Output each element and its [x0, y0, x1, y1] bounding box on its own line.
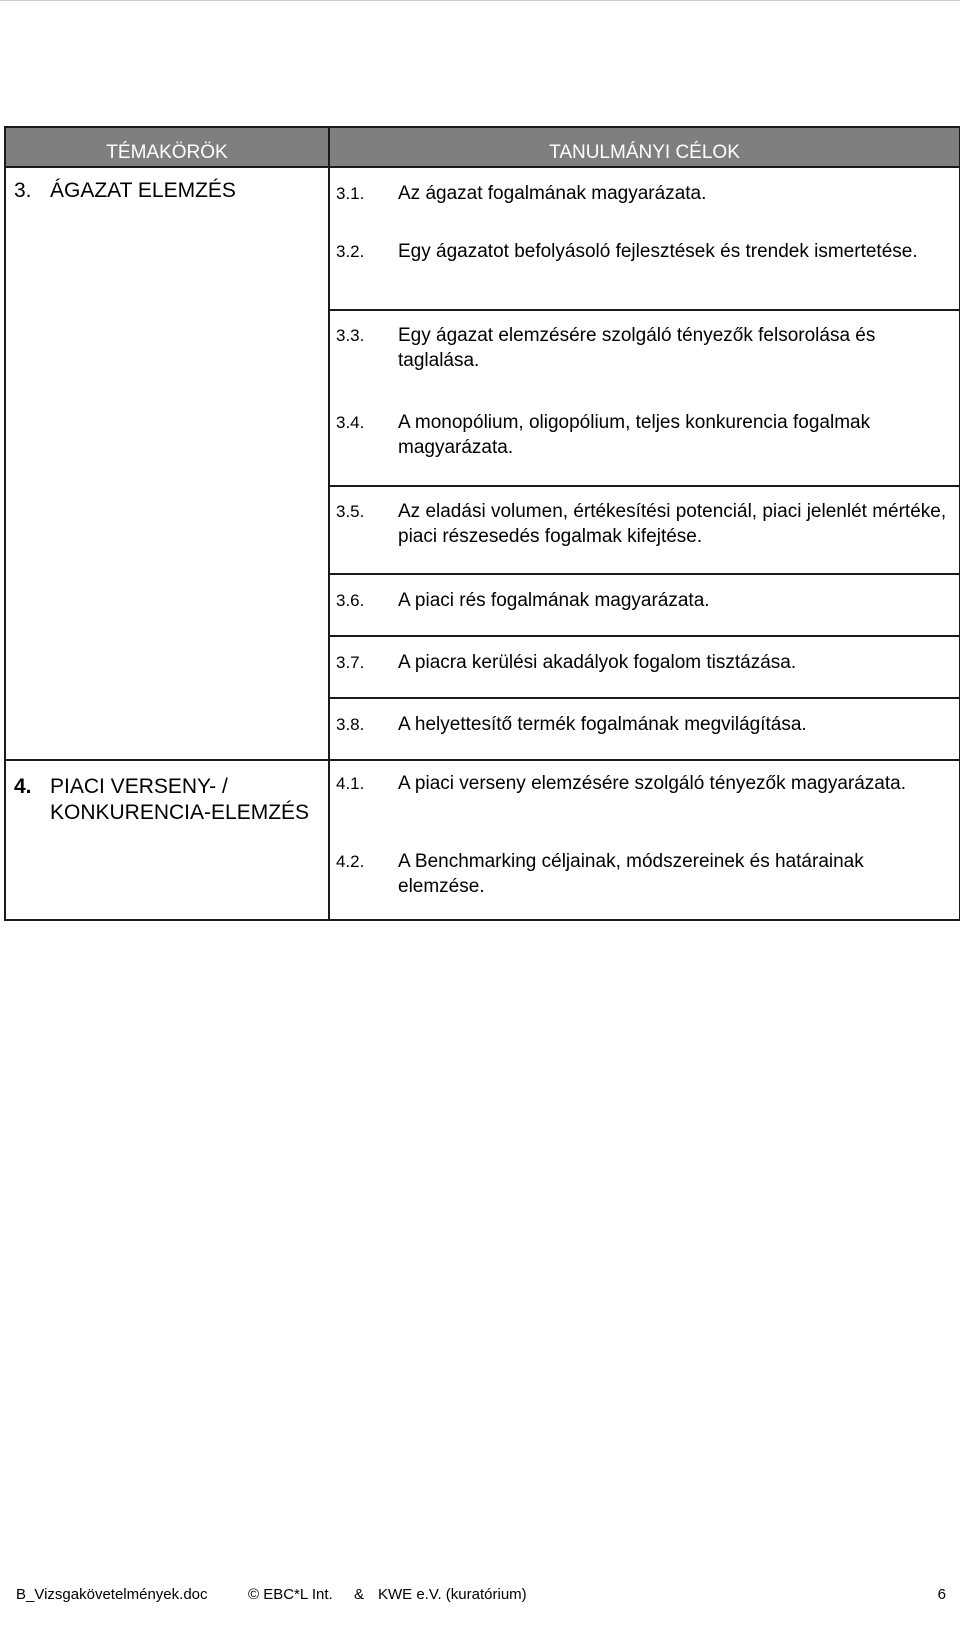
footer-partner: KWE e.V. (kuratórium)	[378, 1586, 527, 1603]
topic-3	[6, 168, 328, 204]
footer-copyright: © EBC*L Int.	[248, 1586, 333, 1603]
header-topics: TÉMAKÖRÖK	[5, 127, 329, 167]
section-row-3	[5, 167, 960, 760]
goals-cell-3	[329, 167, 960, 760]
goal-text: A Benchmarking céljainak, módszereinek és határainak elemzése.	[398, 851, 864, 897]
goal-item-3-8	[330, 699, 959, 759]
goal-number: 3.3.	[336, 326, 365, 345]
goal-text: Az eladási volumen, értékesítési potenciál, piaci jelenlét mértéke, piaci részesedés fogalmak kifejtése.	[398, 501, 947, 547]
goal-item-3-4	[330, 397, 959, 487]
topic-4	[6, 761, 328, 826]
topic-cell-3	[5, 167, 329, 760]
goal-item-4-1	[330, 761, 959, 849]
goal-number: 3.7.	[336, 653, 365, 672]
goal-item-3-7	[330, 637, 959, 699]
goal-number: 3.6.	[336, 591, 365, 610]
goal-text: Egy ágazatot befolyásoló fejlesztések és trendek ismertetése.	[398, 241, 918, 262]
goal-number: 3.1.	[336, 184, 365, 203]
section-row-4	[5, 760, 960, 920]
footer-filename: B_Vizsgakövetelmények.doc	[16, 1586, 208, 1603]
goal-item-3-2	[330, 225, 959, 311]
goal-number: 3.4.	[336, 413, 365, 432]
footer-ampersand: &	[354, 1586, 365, 1603]
page-number: 6	[937, 1586, 946, 1603]
goal-text: Az ágazat fogalmának magyarázata.	[398, 183, 707, 204]
goal-item-3-1	[330, 168, 959, 225]
page-footer	[16, 1586, 946, 1608]
goal-number: 3.2.	[336, 242, 365, 261]
topic-number: 3.	[14, 179, 32, 202]
topic-title: ÁGAZAT ELEMZÉS	[50, 179, 236, 202]
goal-number: 4.1.	[336, 774, 365, 793]
goal-number: 3.8.	[336, 715, 365, 734]
topic-number: 4.	[14, 775, 32, 798]
goals-cell-4	[329, 760, 960, 920]
table-header-row	[5, 127, 960, 167]
goal-text: A helyettesítő termék fogalmának megvilágítása.	[398, 714, 807, 735]
goal-item-3-6	[330, 575, 959, 637]
goal-text: A piaci rés fogalmának magyarázata.	[398, 590, 710, 611]
header-goals: TANULMÁNYI CÉLOK	[329, 127, 960, 167]
goal-item-4-2	[330, 849, 959, 919]
goal-number: 3.5.	[336, 502, 365, 521]
syllabus-table	[4, 126, 960, 921]
goal-item-3-5	[330, 487, 959, 575]
goal-text: Egy ágazat elemzésére szolgáló tényezők felsorolása és taglalása.	[398, 325, 876, 371]
goal-text: A piacra kerülési akadályok fogalom tisztázása.	[398, 652, 797, 673]
top-rule	[0, 0, 960, 1]
goal-item-3-3	[330, 311, 959, 397]
topic-title: PIACI VERSENY- / KONKURENCIA-ELEMZÉS	[50, 775, 310, 824]
topic-cell-4	[5, 760, 329, 920]
goal-text: A monopólium, oligopólium, teljes konkurencia fogalmak magyarázata.	[398, 412, 871, 458]
goal-number: 4.2.	[336, 852, 365, 871]
goal-text: A piaci verseny elemzésére szolgáló tényezők magyarázata.	[398, 773, 906, 794]
